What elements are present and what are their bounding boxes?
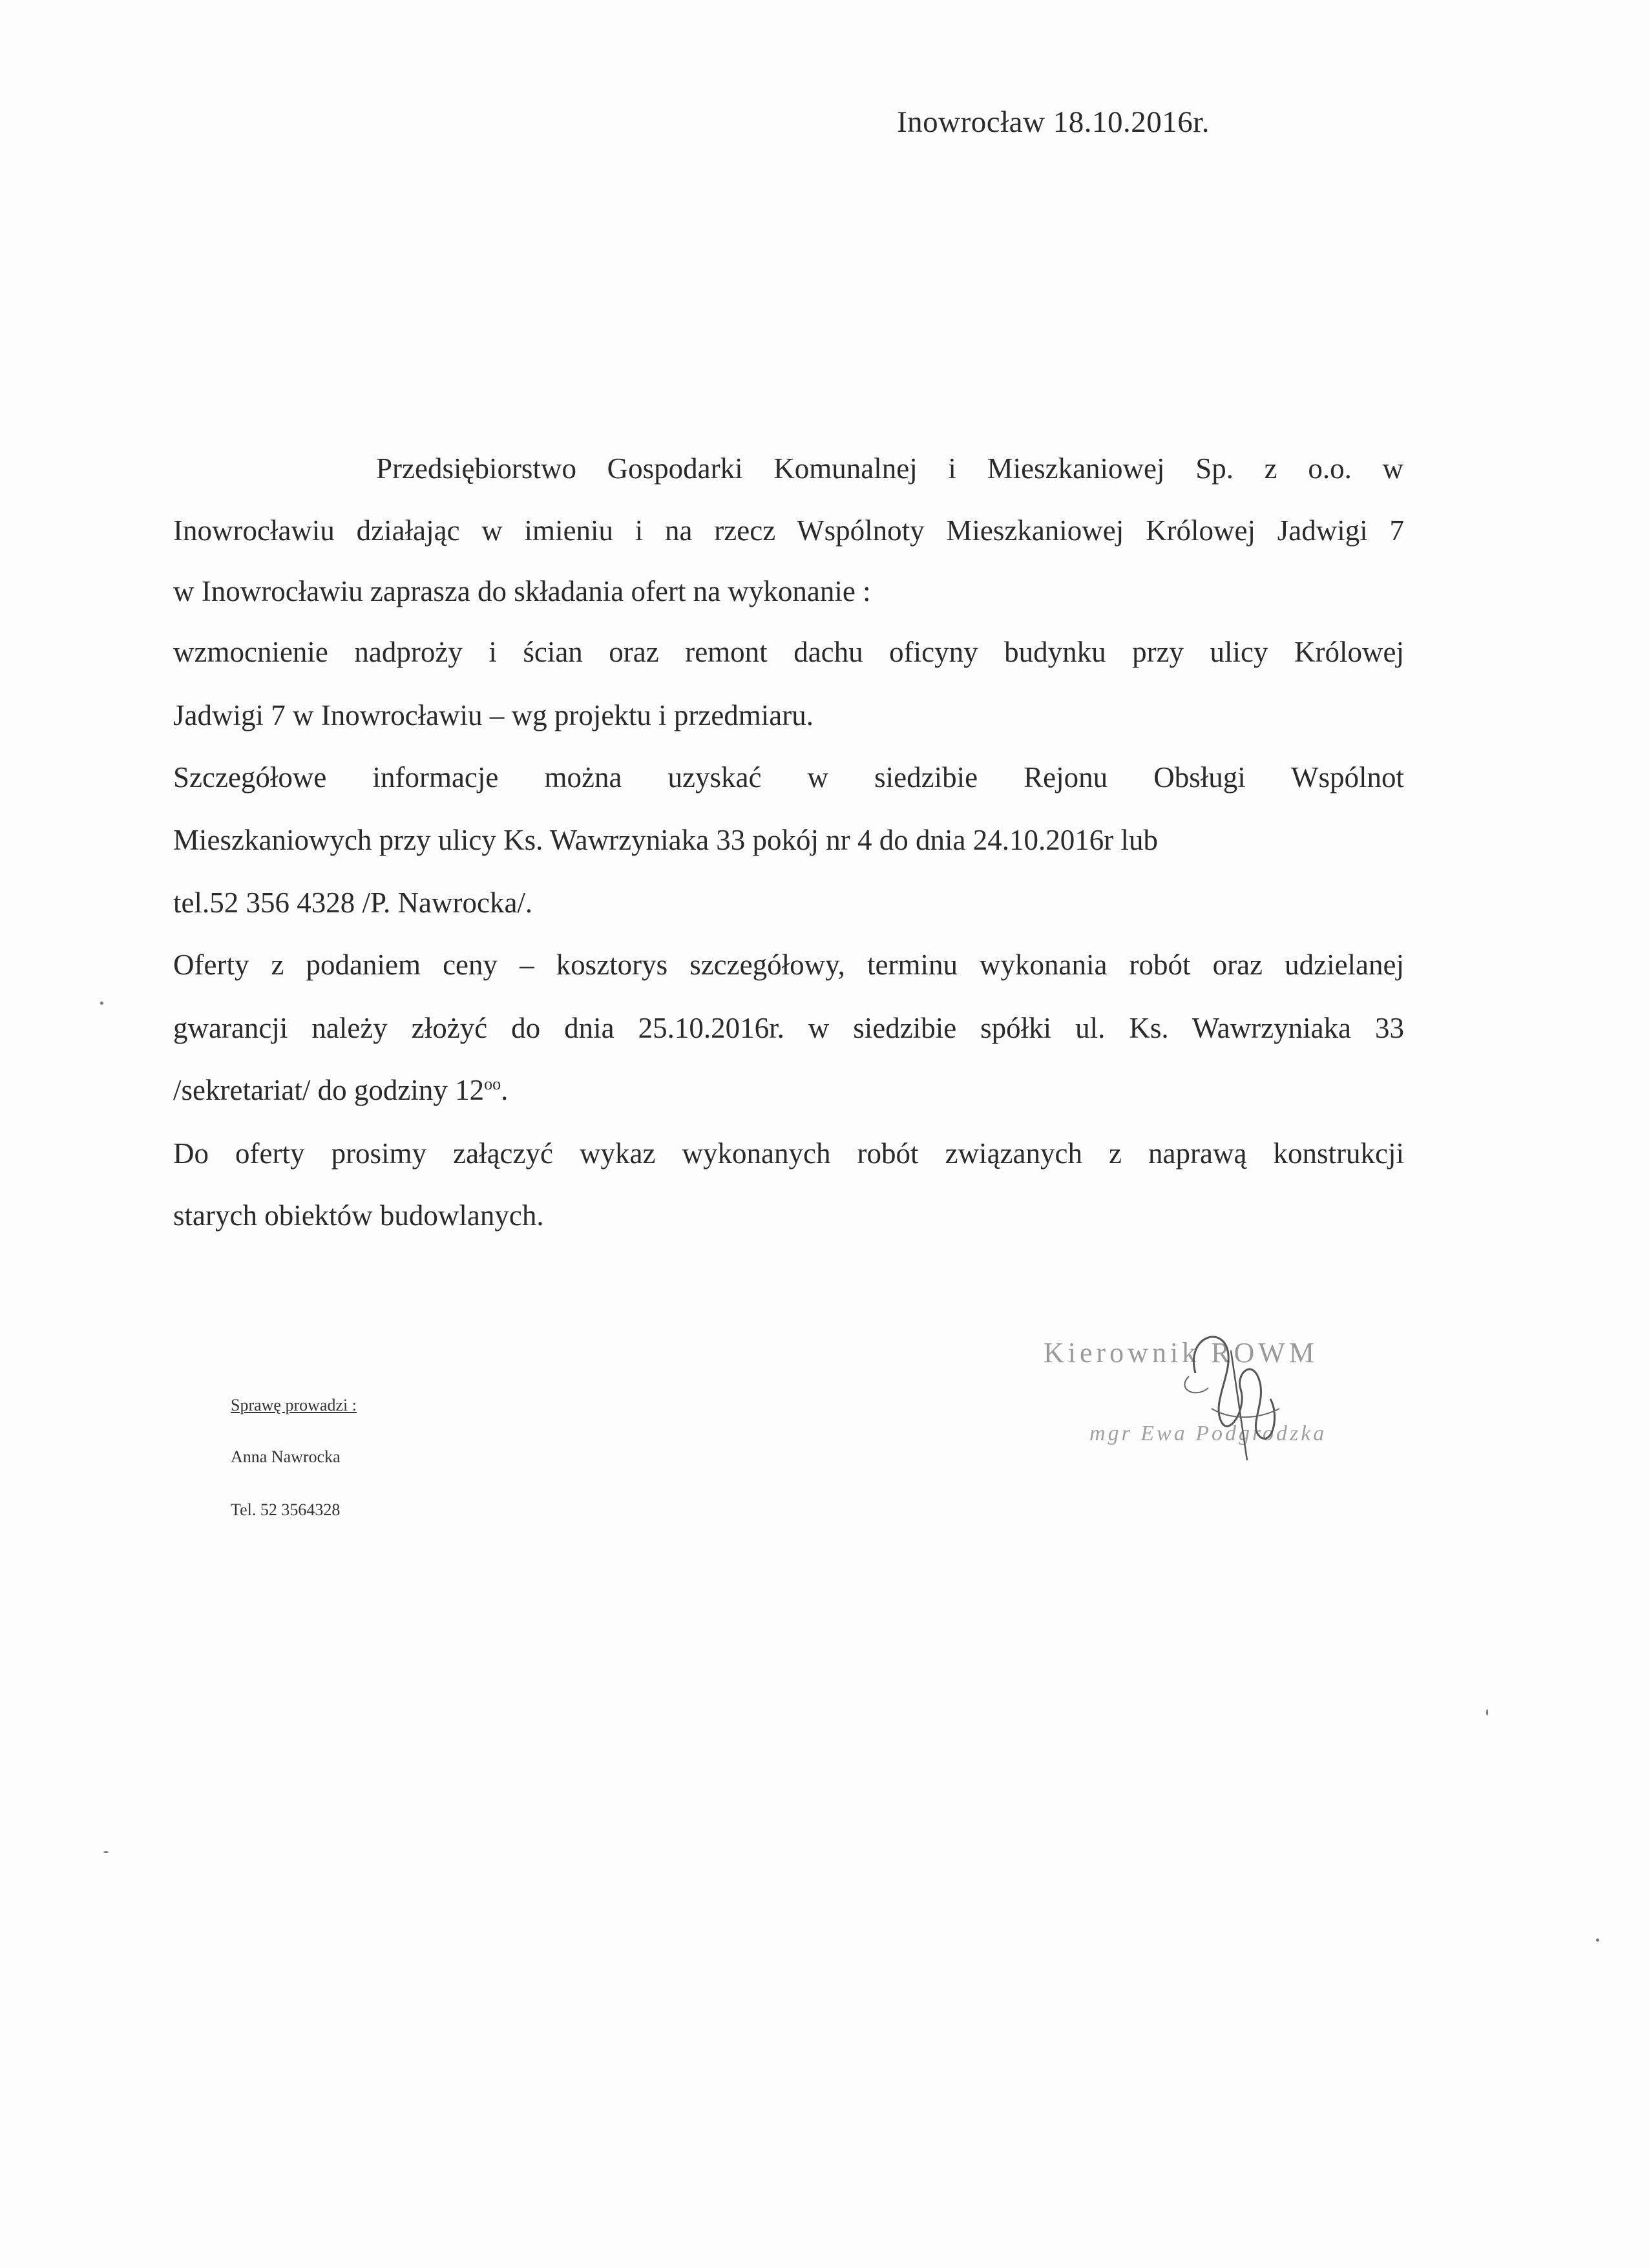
body-line-13: starych obiektów budowlanych. [173, 1199, 544, 1232]
handler-name: Anna Nawrocka [231, 1447, 341, 1466]
body-line-12: Do oferty prosimy załączyć wykaz wykonanych robót związanych z naprawą konstrukcji [173, 1137, 1404, 1170]
place-date: Inowrocław 18.10.2016r. [897, 105, 1210, 139]
stamp-title: Kierownik ROWM [1044, 1337, 1318, 1369]
handwritten-signature [1150, 1312, 1318, 1480]
handler-label: Sprawę prowadzi : [231, 1396, 357, 1414]
scan-speck [100, 1002, 103, 1005]
body-line-5: Jadwigi 7 w Inowrocławiu – wg projektu i przedmiaru. [173, 699, 814, 731]
hour-suffix: . [501, 1074, 509, 1106]
body-line-2: Inowrocławiu działając w imieniu i na rzecz Wspólnoty Mieszkaniowej Królowej Jadwigi 7 [173, 514, 1404, 547]
body-line-11 [173, 1074, 1404, 1106]
body-line-11-text: /sekretariat/ do godziny 12 [173, 1074, 485, 1106]
body-line-6: Szczegółowe informacje można uzyskać w siedzibie Rejonu Obsługi Wspólnot [173, 761, 1404, 793]
body-line-3: w Inowrocławiu zaprasza do składania ofert na wykonanie : [173, 575, 871, 607]
scan-speck [103, 1851, 109, 1853]
body-line-10: gwarancji należy złożyć do dnia 25.10.2016r. w siedzibie spółki ul. Ks. Wawrzyniaka 33 [173, 1012, 1404, 1044]
scan-speck [1596, 1938, 1599, 1942]
body-line-1: Przedsiębiorstwo Gospodarki Komunalnej i Mieszkaniowej Sp. z o.o. w [376, 452, 1403, 485]
body-line-4: wzmocnienie nadproży i ścian oraz remont dachu oficyny budynku przy ulicy Królowej [173, 636, 1404, 668]
handler-phone: Tel. 52 3564328 [231, 1500, 341, 1519]
scan-speck [1486, 1709, 1488, 1716]
stamp-name: mgr Ewa Podgrodzka [1089, 1422, 1327, 1445]
hour-superscript: oo [484, 1075, 501, 1093]
body-line-7: Mieszkaniowych przy ulicy Ks. Wawrzyniaka 33 pokój nr 4 do dnia 24.10.2016r lub [173, 824, 1159, 856]
body-line-8: tel.52 356 4328 /P. Nawrocka/. [173, 887, 533, 919]
body-line-9: Oferty z podaniem ceny – kosztorys szczegółowy, terminu wykonania robót oraz udzielanej [173, 949, 1404, 981]
